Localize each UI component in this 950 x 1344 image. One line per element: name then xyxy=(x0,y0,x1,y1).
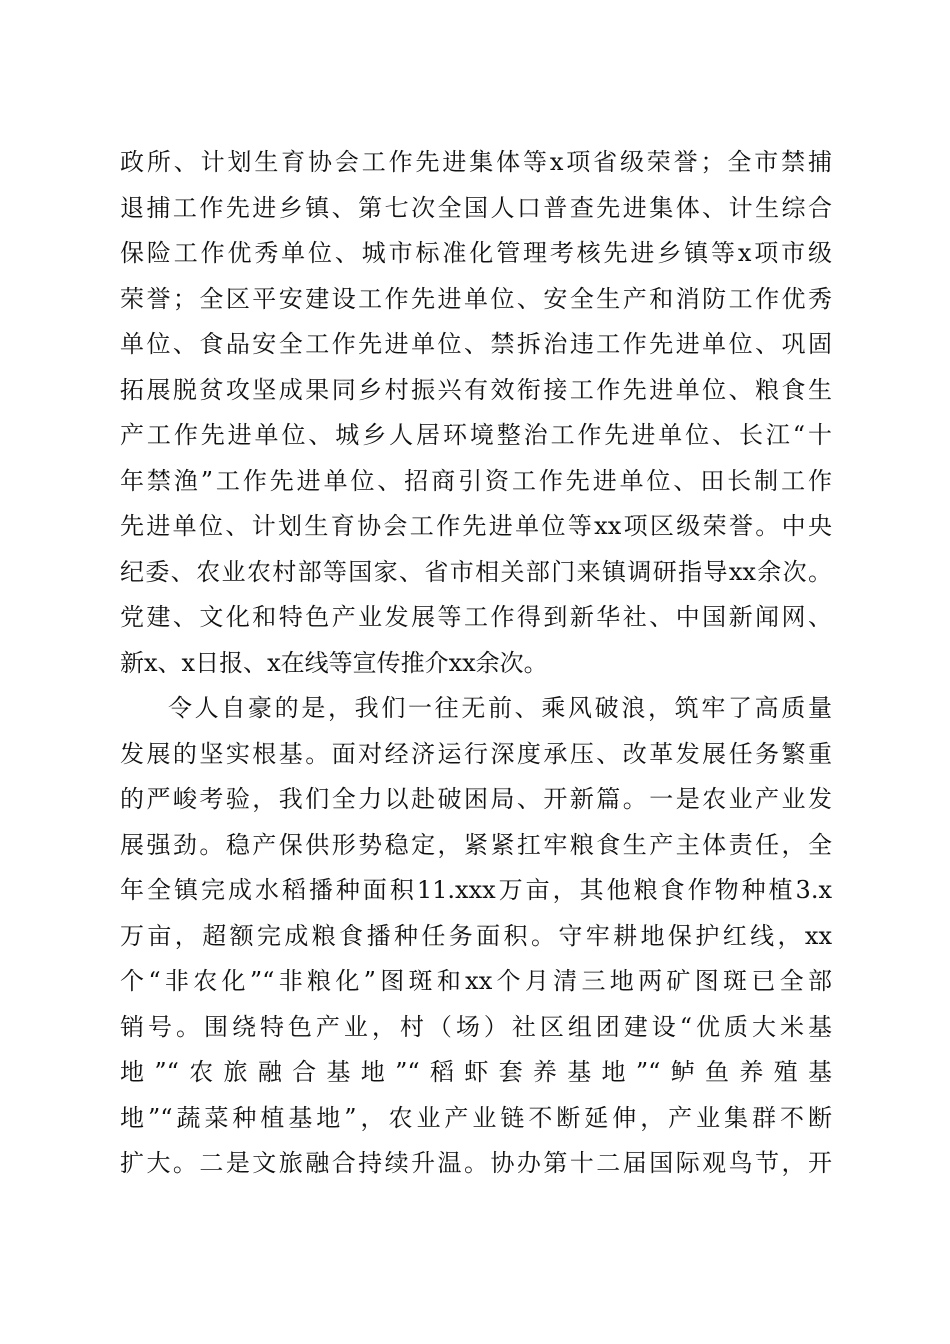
text-line: 年全镇完成水稻播种面积11.xxx万亩，其他粮食作物种植3.x xyxy=(120,876,832,904)
text-line: 新x、x日报、x在线等宣传推介xx余次。 xyxy=(120,648,548,677)
paragraph-1 xyxy=(120,140,832,686)
text-line: 年禁渔”工作先进单位、招商引资工作先进单位、田长制工作 xyxy=(120,466,832,495)
text-line: 退捕工作先进乡镇、第七次全国人口普查先进集体、计生综合 xyxy=(120,193,832,222)
paragraph-2 xyxy=(120,686,832,1187)
text-line: 的严峻考验，我们全力以赴破困局、开新篇。一是农业产业发 xyxy=(120,785,832,813)
text-line: 地”“蔬菜种植基地”，农业产业链不断延伸，产业集群不断 xyxy=(120,1103,832,1132)
text-line: 保险工作优秀单位、城市标准化管理考核先进乡镇等x项市级 xyxy=(120,239,832,267)
text-line: 个“非农化”“非粮化”图斑和xx个月清三地两矿图斑已全部 xyxy=(120,967,832,995)
text-line: 党建、文化和特色产业发展等工作得到新华社、中国新闻网、 xyxy=(120,603,832,631)
text-line: 单位、食品安全工作先进单位、禁拆治违工作先进单位、巩固 xyxy=(120,330,832,358)
text-line: 纪委、农业农村部等国家、省市相关部门来镇调研指导xx余次。 xyxy=(120,557,832,586)
text-line: 政所、计划生育协会工作先进集体等x项省级荣誉；全市禁捕 xyxy=(120,148,832,176)
text-line: 销号。围绕特色产业，村（场）社区组团建设“优质大米基 xyxy=(120,1012,832,1041)
text-line: 拓展脱贫攻坚成果同乡村振兴有效衔接工作先进单位、粮食生 xyxy=(120,375,832,404)
text-line: 发展的坚实根基。面对经济运行深度承压、改革发展任务繁重 xyxy=(120,739,832,768)
text-line: 万亩，超额完成粮食播种任务面积。守牢耕地保护红线，xx xyxy=(120,921,832,950)
text-line: 展强劲。稳产保供形势稳定，紧紧扛牢粮食生产主体责任，全 xyxy=(120,830,832,859)
document-body xyxy=(120,140,832,1187)
text-line: 先进单位、计划生育协会工作先进单位等xx项区级荣誉。中央 xyxy=(120,512,832,540)
text-line: 地”“农旅融合基地”“稻虾套养基地”“鲈鱼养殖基 xyxy=(120,1058,832,1086)
text-line: 令人自豪的是，我们一往无前、乘风破浪，筑牢了高质量 xyxy=(168,694,832,722)
text-line: 荣誉；全区平安建设工作先进单位、安全生产和消防工作优秀 xyxy=(120,284,832,313)
text-line: 扩大。二是文旅融合持续升温。协办第十二届国际观鸟节，开 xyxy=(120,1149,832,1177)
text-line: 产工作先进单位、城乡人居环境整治工作先进单位、长江“十 xyxy=(120,421,832,449)
